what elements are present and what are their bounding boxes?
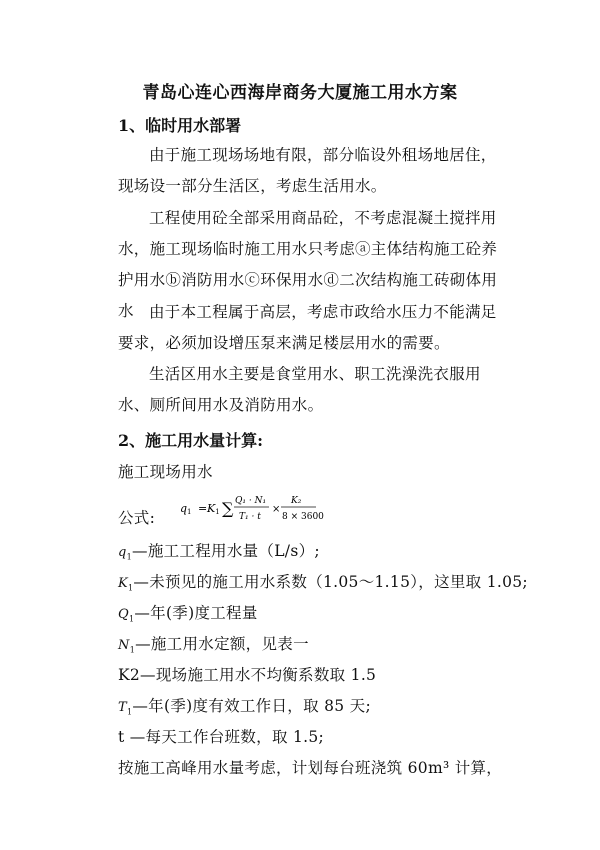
definition-K2: K2—现场施工用水不均衡系数取 1.5 — [118, 666, 377, 684]
definition-T1: $T_1—$年(季)度有效工作日，取 85 天; — [118, 697, 371, 717]
paragraph-4: 生活区用水主要是食堂用水、职工洗澡洗衣服用水、厕所间用水及消防用水。 — [118, 365, 481, 414]
formula-k1: K1 — [207, 502, 220, 516]
water-formula — [178, 488, 324, 528]
definition-q1: $q_1—$施工工程用水量（L/s）; — [118, 542, 320, 562]
closing-paragraph: 按施工高峰用水量考虑，计划每台班浇筑 60m³ 计算， — [118, 759, 503, 777]
definition-k1: $K_1—$未预见的施工用水系数（1.05～1.15），这里取 1.05; — [118, 573, 528, 593]
formula-numerator-2: K₂ — [291, 496, 302, 506]
definition-t: t —每天工作台班数，取 1.5; — [118, 728, 325, 746]
formula-denominator-2: 8 × 3600 — [282, 512, 324, 522]
formula-sum: ∑ — [222, 499, 234, 518]
formula-equals: = — [198, 502, 208, 515]
section-2-heading: 2、施工用水量计算: — [118, 431, 264, 450]
definition-Q1: $Q_1—$年(季)度工程量 — [118, 604, 258, 624]
paragraph-3: 由于本工程属于高层，考虑市政给水压力不能满足要求，必须加设增压泵来满足楼层用水的需要。 — [118, 303, 497, 352]
subheading-site-water: 施工现场用水 — [118, 463, 213, 481]
formula-label: 公式: — [118, 509, 156, 527]
paragraph-1: 由于施工现场场地有限，部分临设外租场地居住，现场设一部分生活区，考虑生活用水。 — [118, 146, 497, 195]
formula-times: × — [272, 504, 281, 515]
paragraph-2: 工程使用砼全部采用商品砼，不考虑混凝土搅拌用水，施工现场临时施工用水只考虑ⓐ主体结构施工砼养护用水ⓑ消防用水ⓒ环保用水ⓓ二次结构施工砖砌体用水 — [118, 209, 498, 320]
document-title: 青岛心连心西海岸商务大厦施工用水方案 — [142, 83, 458, 103]
formula-numerator-1: Q₁ · N₁ — [235, 496, 267, 506]
formula-denominator-1: T₁ · t — [239, 512, 261, 522]
section-1-heading: 1、临时用水部署 — [118, 116, 242, 135]
formula-lhs: q1 — [180, 502, 192, 516]
definition-N1: $N_1—$施工用水定额，见表一 — [118, 635, 309, 655]
